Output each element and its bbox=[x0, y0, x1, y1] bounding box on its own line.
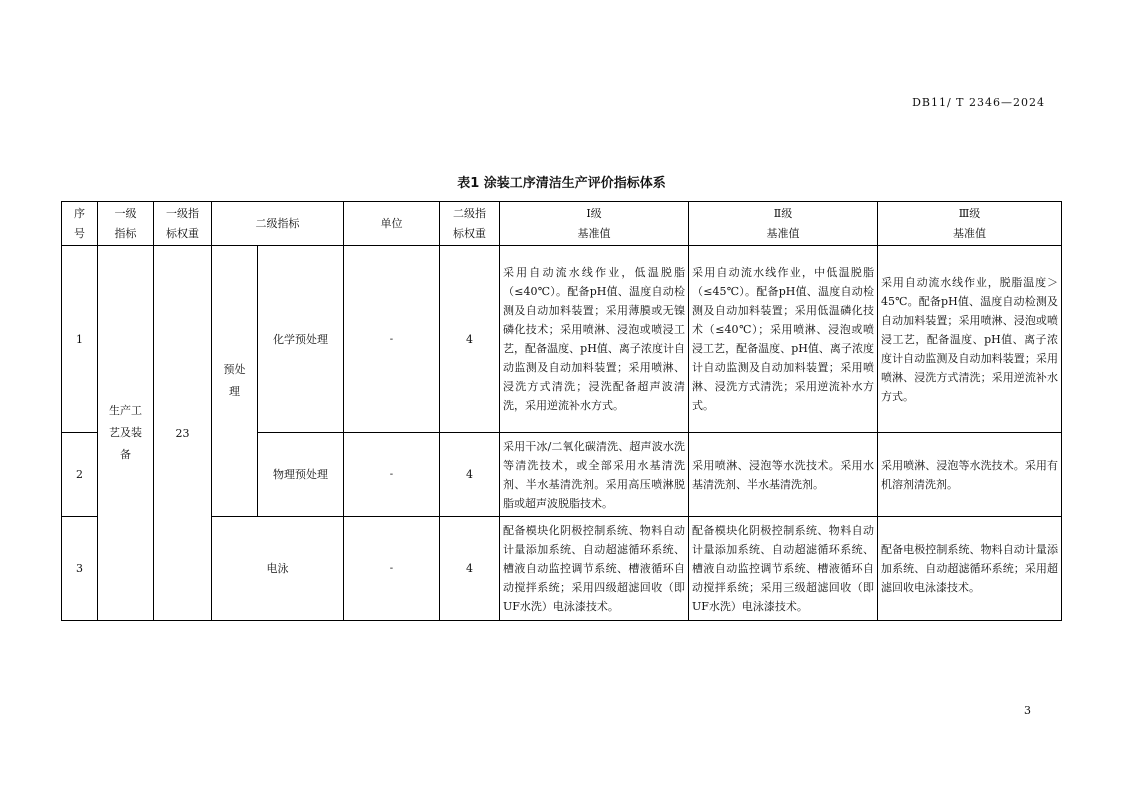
row-grade1: 采用自动流水线作业，低温脱脂（≤40℃）。配备pH值、温度自动检测及自动加料装置；采用薄膜或无镍磷化技术；采用喷淋、浸泡或喷浸工艺，配备温度、pH值、离子浓度计自动监测及自动加料装置；采用喷淋、浸洗方式清洗；浸洗配备超声波清洗，采用逆流补水方式。 bbox=[500, 246, 689, 433]
row-grade2: 配备模块化阴极控制系统、物料自动计量添加系统、自动超滤循环系统、槽液自动监控调节系统、槽液循环自动搅拌系统；采用三级超滤回收（即UF水洗）电泳漆技术。 bbox=[689, 517, 878, 621]
row-item: 物理预处理 bbox=[258, 433, 344, 517]
table-row bbox=[62, 246, 1062, 433]
row-weight: 4 bbox=[440, 433, 500, 517]
row-grade2: 采用自动流水线作业，中低温脱脂（≤45℃）。配备pH值、温度自动检测及自动加料装置；采用低温磷化技术（≤40℃）；采用喷淋、浸泡或喷浸工艺，配备温度、pH值、离子浓度计自动监测及自动加料装置；采用喷淋、浸洗方式清洗；采用逆流补水方式。 bbox=[689, 246, 878, 433]
header-grade1: Ⅰ级 基准值 bbox=[500, 202, 689, 246]
row-item: 电泳 bbox=[212, 517, 344, 621]
row-grade3: 配备电极控制系统、物料自动计量添加系统、自动超滤循环系统；采用超滤回收电泳漆技术。 bbox=[878, 517, 1062, 621]
row-grade2: 采用喷淋、浸泡等水洗技术。采用水基清洗剂、半水基清洗剂。 bbox=[689, 433, 878, 517]
row-unit: - bbox=[344, 246, 440, 433]
level1-weight: 23 bbox=[154, 246, 212, 621]
level1-indicator: 生产工 艺及装 备 bbox=[98, 246, 154, 621]
header-level2-weight: 二级指 标权重 bbox=[440, 202, 500, 246]
row-grade1: 配备模块化阴极控制系统、物料自动计量添加系统、自动超滤循环系统、槽液自动监控调节系统、槽液循环自动搅拌系统；采用四级超滤回收（即UF水洗）电泳漆技术。 bbox=[500, 517, 689, 621]
row-item: 化学预处理 bbox=[258, 246, 344, 433]
table-header-row bbox=[62, 202, 1062, 246]
row-weight: 4 bbox=[440, 246, 500, 433]
row-grade1: 采用干冰/二氧化碳清洗、超声波水洗等清洗技术，或全部采用水基清洗剂、半水基清洗剂。采用高压喷淋脱脂或超声波脱脂技术。 bbox=[500, 433, 689, 517]
row-grade3: 采用喷淋、浸泡等水洗技术。采用有机溶剂清洗剂。 bbox=[878, 433, 1062, 517]
row-grade3: 采用自动流水线作业，脱脂温度＞45℃。配备pH值、温度自动检测及自动加料装置；采用喷淋、浸泡或喷浸工艺，配备温度、pH值、离子浓度计自动监测及自动加料装置；采用喷淋、浸洗方式清洗；采用逆流补水方式。 bbox=[878, 246, 1062, 433]
evaluation-index-table bbox=[61, 201, 1062, 621]
page-number: 3 bbox=[1024, 704, 1031, 717]
table-title: 表1 涂装工序清洁生产评价指标体系 bbox=[457, 176, 666, 191]
header-grade2: Ⅱ级 基准值 bbox=[689, 202, 878, 246]
row-unit: - bbox=[344, 433, 440, 517]
document-code: DB11/ T 2346—2024 bbox=[912, 96, 1045, 109]
header-seq: 序 号 bbox=[62, 202, 98, 246]
header-level2: 二级指标 bbox=[212, 202, 344, 246]
header-level1-weight: 一级指 标权重 bbox=[154, 202, 212, 246]
header-grade3: Ⅲ级 基准值 bbox=[878, 202, 1062, 246]
row-seq: 3 bbox=[62, 517, 98, 621]
header-level1: 一级 指标 bbox=[98, 202, 154, 246]
pretreatment-group-label: 预处 理 bbox=[212, 246, 258, 517]
row-unit: - bbox=[344, 517, 440, 621]
row-weight: 4 bbox=[440, 517, 500, 621]
table-row bbox=[62, 517, 1062, 621]
row-seq: 2 bbox=[62, 433, 98, 517]
header-unit: 单位 bbox=[344, 202, 440, 246]
row-seq: 1 bbox=[62, 246, 98, 433]
